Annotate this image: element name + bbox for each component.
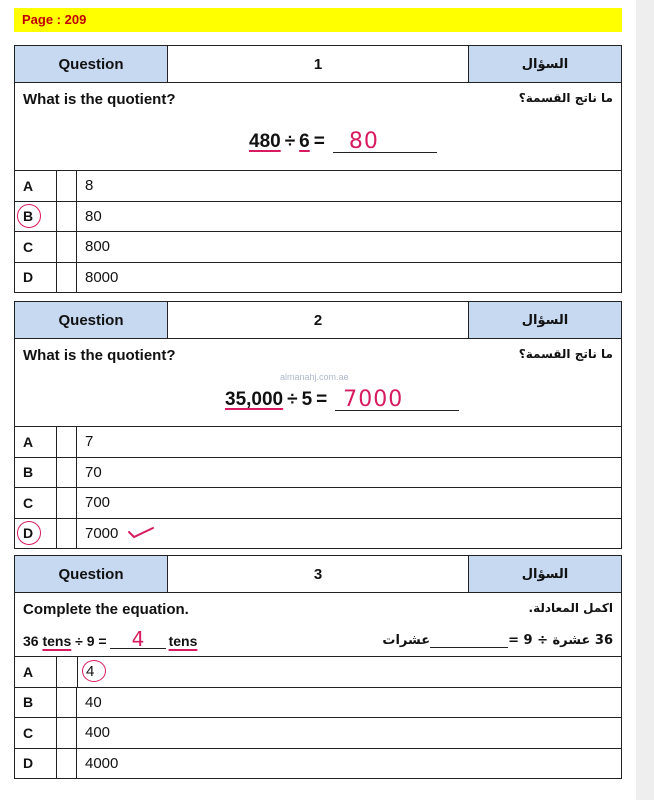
- option-letter: D: [23, 525, 34, 542]
- option-value: 4000: [85, 754, 119, 772]
- equation-number: 36: [23, 633, 39, 649]
- equation-tens-word: tens: [42, 633, 72, 649]
- option-letter: A: [15, 427, 57, 457]
- option-checkbox-cell[interactable]: [57, 688, 77, 718]
- equation-arabic-text: 36 عشرة ÷ 9 =: [508, 633, 613, 648]
- question-prompt-arabic: ما ناتج القسمة؟: [518, 347, 613, 361]
- equation-english: [23, 627, 198, 651]
- option-row[interactable]: [14, 202, 622, 233]
- dividend: 480: [249, 131, 281, 152]
- option-checkbox-cell[interactable]: [57, 202, 77, 232]
- question-number: 3: [167, 556, 469, 592]
- question-prompt: What is the quotient?: [23, 91, 176, 108]
- option-checkbox-cell[interactable]: [57, 427, 77, 457]
- option-value: 80: [85, 207, 102, 225]
- option-letter: D: [15, 263, 57, 293]
- answer-blank[interactable]: [335, 387, 459, 412]
- watermark: almanahj.com.ae: [280, 372, 349, 382]
- option-checkbox-cell[interactable]: [57, 718, 77, 748]
- page-number-banner: Page : 209: [14, 8, 622, 32]
- option-value-selected: [77, 657, 621, 687]
- question-prompt-arabic: اكمل المعادلة.: [528, 601, 613, 615]
- question-header: [14, 45, 622, 83]
- option-checkbox-cell[interactable]: [57, 171, 77, 201]
- option-row[interactable]: [14, 718, 622, 749]
- question-body: [14, 339, 622, 427]
- option-checkbox-cell[interactable]: [57, 749, 77, 779]
- option-row[interactable]: [14, 263, 622, 294]
- option-letter: A: [15, 171, 57, 201]
- question-1-block: [14, 45, 622, 293]
- question-label-arabic: السؤال: [469, 302, 621, 338]
- equation-unit: tens: [168, 633, 198, 649]
- question-prompt: What is the quotient?: [23, 347, 176, 364]
- equation-arabic-unit: عشرات: [382, 633, 431, 648]
- option-row[interactable]: [14, 688, 622, 719]
- answer-blank[interactable]: [333, 129, 437, 154]
- option-value: 800: [85, 238, 111, 256]
- option-row[interactable]: [14, 171, 622, 202]
- option-value: 40: [85, 693, 102, 711]
- option-value: 8000: [85, 268, 119, 286]
- divide-sign: ÷: [287, 389, 298, 410]
- option-letter: B: [15, 458, 57, 488]
- question-number: 1: [167, 46, 469, 82]
- option-value: 700: [85, 494, 111, 512]
- question-label-arabic: السؤال: [469, 46, 621, 82]
- option-value: 7: [85, 433, 94, 451]
- question-label: Question: [15, 302, 167, 338]
- option-checkbox-cell[interactable]: [57, 263, 77, 293]
- option-letter: C: [15, 232, 57, 262]
- dividend: 35,000: [225, 389, 284, 410]
- divisor: 5: [301, 389, 313, 410]
- question-label: Question: [15, 556, 167, 592]
- question-number: 2: [167, 302, 469, 338]
- option-value: 400: [85, 724, 111, 742]
- answer-blank-arabic[interactable]: [430, 634, 508, 648]
- option-letter: B: [15, 688, 57, 718]
- option-letter-selected: [15, 202, 57, 232]
- handwritten-answer: 4: [131, 627, 146, 651]
- handwritten-answer: 80: [348, 129, 379, 154]
- option-value: 7000: [85, 524, 119, 542]
- question-prompt: Complete the equation.: [23, 601, 189, 618]
- option-letter: D: [15, 749, 57, 779]
- option-checkbox-cell[interactable]: [57, 519, 77, 549]
- question-header: [14, 301, 622, 339]
- question-body: [14, 83, 622, 171]
- option-letter: C: [15, 488, 57, 518]
- selection-circle-icon: [17, 204, 41, 228]
- question-label: Question: [15, 46, 167, 82]
- question-2-block: [14, 301, 622, 549]
- selection-circle-icon: [82, 660, 106, 682]
- option-checkbox-cell[interactable]: [57, 488, 77, 518]
- option-row[interactable]: [14, 519, 622, 550]
- option-value-checked: [77, 519, 621, 549]
- question-label-arabic: السؤال: [469, 556, 621, 592]
- option-value: 8: [85, 177, 94, 195]
- option-row[interactable]: [14, 232, 622, 263]
- divide-sign: ÷: [284, 131, 296, 152]
- option-checkbox-cell[interactable]: [57, 458, 77, 488]
- option-letter: A: [15, 657, 57, 687]
- option-row[interactable]: [14, 488, 622, 519]
- equals-sign: =: [316, 389, 328, 410]
- question-header: [14, 555, 622, 593]
- handwritten-answer: 7000: [343, 387, 404, 412]
- option-row[interactable]: [14, 427, 622, 458]
- equals-sign: =: [313, 131, 325, 152]
- option-letter-selected: [15, 519, 57, 549]
- checkmark-icon: [127, 525, 155, 539]
- question-prompt-arabic: ما ناتج القسمة؟: [518, 91, 613, 105]
- question-3-block: [14, 555, 622, 779]
- option-value: 4: [86, 663, 95, 681]
- option-row[interactable]: [14, 749, 622, 780]
- selection-circle-icon: [17, 521, 41, 545]
- division-expression: [225, 389, 459, 411]
- option-checkbox-cell[interactable]: [57, 232, 77, 262]
- option-row[interactable]: [14, 458, 622, 489]
- divisor: 6: [299, 131, 310, 152]
- division-expression: [249, 131, 437, 153]
- option-value: 70: [85, 463, 102, 481]
- option-letter: B: [23, 208, 34, 225]
- option-row[interactable]: [14, 657, 622, 688]
- page-side-bar: [636, 0, 654, 800]
- equation-arabic: [382, 633, 613, 648]
- option-letter: C: [15, 718, 57, 748]
- equation-operator: ÷ 9 =: [75, 633, 107, 649]
- answer-blank[interactable]: [110, 627, 166, 651]
- question-body: [14, 593, 622, 657]
